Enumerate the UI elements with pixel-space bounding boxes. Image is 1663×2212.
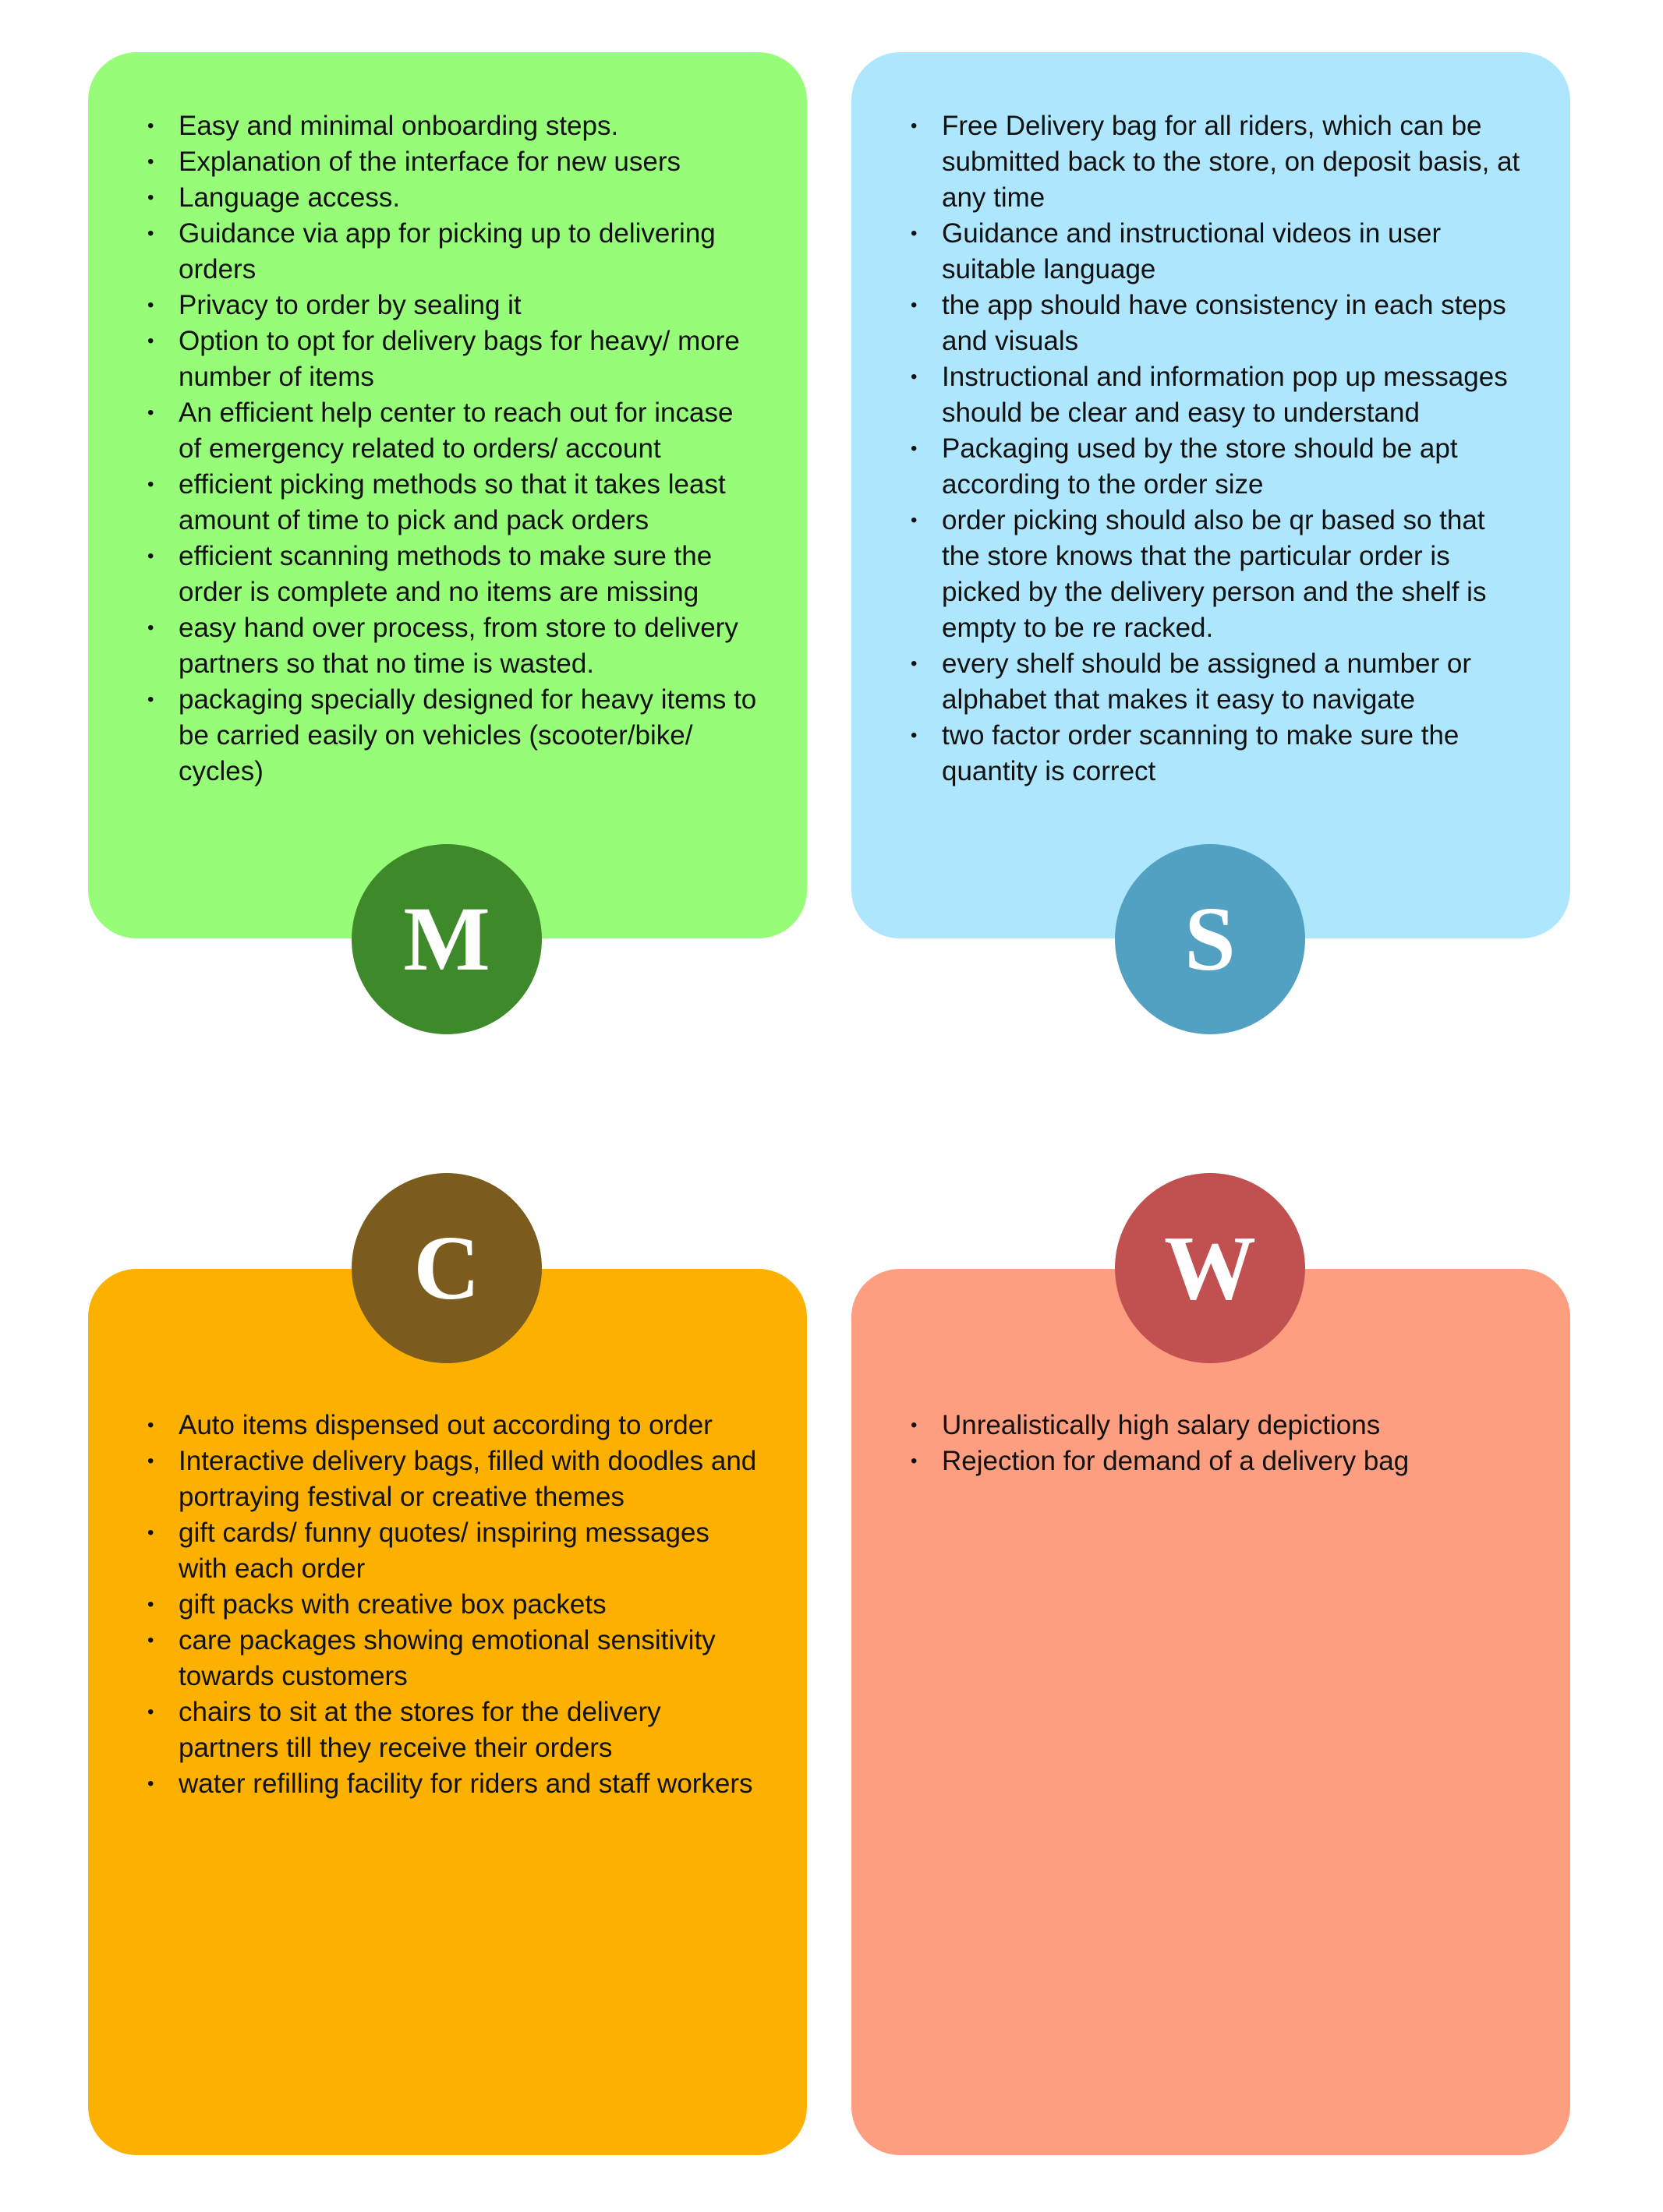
- could-have-list: [147, 1408, 760, 1802]
- list-item: • every shelf should be assigned a number or alphabet that makes it easy to navigate: [942, 646, 1523, 718]
- wont-have-card: [851, 1269, 1570, 2155]
- list-item: • An efficient help center to reach out for incase of emergency related to orders/ account: [179, 395, 760, 467]
- list-item: • Option to opt for delivery bags for heavy/ more number of items: [179, 323, 760, 395]
- list-item: • care packages showing emotional sensitivity towards customers: [179, 1623, 760, 1694]
- list-item: • Rejection for demand of a delivery bag: [942, 1443, 1523, 1479]
- wont-have-list: [911, 1408, 1523, 1479]
- list-item: • Interactive delivery bags, filled with doodles and portraying festival or creative themes: [179, 1443, 760, 1515]
- list-item: • Guidance and instructional videos in user suitable language: [942, 216, 1523, 288]
- should-have-list: [911, 108, 1523, 790]
- list-item: • chairs to sit at the stores for the delivery partners till they receive their orders: [179, 1694, 760, 1766]
- must-have-list: [147, 108, 760, 790]
- list-item: • Language access.: [179, 180, 760, 216]
- w-badge: W: [1115, 1173, 1305, 1363]
- could-have-card: [88, 1269, 807, 2155]
- list-item: • Guidance via app for picking up to delivering orders: [179, 216, 760, 288]
- list-item: • Easy and minimal onboarding steps.: [179, 108, 760, 144]
- m-badge: M: [352, 844, 542, 1034]
- s-badge: S: [1115, 844, 1305, 1034]
- list-item: • Instructional and information pop up messages should be clear and easy to understand: [942, 359, 1523, 431]
- list-item: • efficient scanning methods to make sure the order is complete and no items are missing: [179, 539, 760, 610]
- list-item: • Packaging used by the store should be apt according to the order size: [942, 431, 1523, 503]
- list-item: • efficient picking methods so that it takes least amount of time to pick and pack orders: [179, 467, 760, 539]
- c-badge: C: [352, 1173, 542, 1363]
- list-item: • Auto items dispensed out according to order: [179, 1408, 760, 1443]
- list-item: • Free Delivery bag for all riders, which can be submitted back to the store, on deposit basis, at any time: [942, 108, 1523, 216]
- list-item: • Privacy to order by sealing it: [179, 288, 760, 323]
- list-item: • gift packs with creative box packets: [179, 1587, 760, 1623]
- list-item: • order picking should also be qr based so that the store knows that the particular order is picked by the delivery person and the shelf is empty to be re racked.: [942, 503, 1523, 646]
- list-item: • Explanation of the interface for new users: [179, 144, 760, 180]
- list-item: • easy hand over process, from store to delivery partners so that no time is wasted.: [179, 610, 760, 682]
- list-item: • packaging specially designed for heavy items to be carried easily on vehicles (scooter/bike/ cycles): [179, 682, 760, 790]
- must-have-card: [88, 52, 807, 938]
- should-have-card: [851, 52, 1570, 938]
- list-item: • water refilling facility for riders and staff workers: [179, 1766, 760, 1802]
- list-item: • gift cards/ funny quotes/ inspiring messages with each order: [179, 1515, 760, 1587]
- list-item: • two factor order scanning to make sure the quantity is correct: [942, 718, 1523, 790]
- list-item: • the app should have consistency in each steps and visuals: [942, 288, 1523, 359]
- list-item: • Unrealistically high salary depictions: [942, 1408, 1523, 1443]
